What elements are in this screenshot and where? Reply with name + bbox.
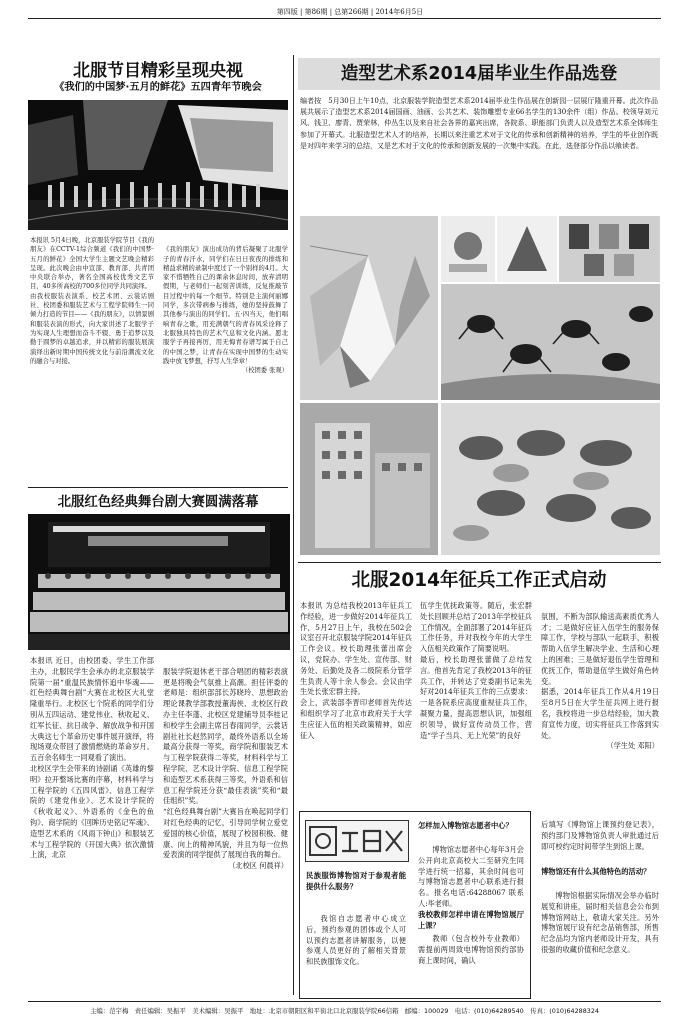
art-ant-sculpture-photo: [441, 284, 660, 400]
museum-q4: 博物馆还有什么其他特色的活动？: [541, 867, 651, 876]
art-canvas-photo-2: [497, 216, 557, 282]
art-canvas-photo-3: [559, 216, 660, 282]
footer-info: 主编：范宇梅 责任编辑：吴振平 美术编辑：吴振平 地址：北京市朝阳区和平街北口北京服装学院66信箱 邮编：100029 电话：(010)64289540 传真：(010)64288324: [90, 1007, 599, 1015]
cctv-col2: [163, 236, 288, 385]
cctv-title: 北服节目精彩呈现央视: [73, 61, 243, 81]
cctv-credit: （校团委 张观）: [241, 367, 288, 375]
cctv-col2-text: 《我的朋友》演出成功的背后凝聚了北服学子的青春汗水，同学们在日日夜夜的排练和精益求精的录制中度过了一个别样的4月。大家不惜牺牲自己的课余休息时间，放弃清明假期，与老师们一起刻苦训练，反复推敲节目过程中的每一个细节。特别是主演何丽娜同学，多次带病参与排练，她的坚持鼓舞了其他参与演出的同学们。五·四当天，他们唱响青春之歌，用充满朝气的青春风采诠释了北服独具特色的艺术气息和文化内涵。愿北服学子再接再厉，用无悔青春谱写属于自己的中国之梦，让青春在实现中国梦的生动实践中放飞梦想，抒写人生华章！: [163, 246, 288, 365]
red-col1: 本报讯 近日，由校团委、学生工作部主办，北服民学生会承办的北京服装学院第一届“重温民族情怀追中华魂——红色经典舞台剧”大赛在北校区大礼堂隆重举行。北校区七个院系的同学们分别从五四运动、建党伟业、秋收起义、红军长征、抗日战争、解放战争和开国大典这七个革命历史事件展开演绎，将现场观众带回了激情燃烧的革命岁月。五百余名师生一同观看了演出。 北校区学生会带来的诗剧诵《英雄的黎明》拉开整场比赛的序幕，材料科学与工程学院的《五四风雷》、信息工程学院的《建党伟业》、艺术设计学院的《秋收起义》、外语系的《金色的鱼钩》、商学院的《回眸历史铭记军魂》、造型艺术系的《风雨下钟山》和服装艺术与工程学院的《开国大典》依次激情上演，北京: [30, 656, 154, 860]
museum-q2: 怎样加入博物馆志愿者中心？: [418, 821, 513, 830]
header-bar: [40, 6, 660, 18]
museum-q1: 民族服饰博物馆对于参观者能提供什么服务？: [306, 871, 406, 891]
art-shoes-sculpture-photo: [441, 403, 660, 555]
army-credit: （学生处 邓阳）: [606, 741, 659, 751]
cctv-divider: [28, 487, 288, 488]
issue-line: 第四版 | 第86期 | 总第266期 | 2014年6月5日: [276, 8, 424, 16]
art-army-divider: [298, 562, 661, 563]
museum-a3-cont: 后填写《博物馆上课预约登记表》，预约部门及博物馆负责人审批通过后即可校约定时间带学生到馆上课。: [541, 820, 659, 851]
army-col3-text: 氛围，不断为部队输送高素质优秀人才；二是做好应征入伍学生的服务保障工作，学校与部队一起联手，积极帮助入伍学生解决学业、生活和心理上的困难；三是做好退伍学生管理和优抚工作，帮助退伍学生做好角色转变。 据悉，2014年征兵工作从4月19日至8月5日在大学生征兵网上进行报名，我校将进一步总结经验，加大教育宣传力度，切实将征兵工作落到实处。: [541, 611, 659, 740]
red-title: 北服红色经典舞台剧大赛圆满落幕: [57, 495, 259, 510]
museum-a3: 教师（包含校外专业教师）需提前两周致电博物馆预约部协商上课时间，确认: [418, 934, 524, 965]
column-divider: [293, 55, 294, 995]
cctv-stage-photo: [28, 100, 288, 230]
red-group-photo: [28, 514, 290, 650]
art-canvas-photo-1: [441, 216, 495, 282]
art-origami-crane-photo: [300, 216, 438, 400]
art-title: 造型艺术系2014届毕业生作品选登: [340, 64, 618, 84]
red-col2-text: 服装学院退休老干部合唱团的精彩表演更是将晚会气氛推上高潮。担任评委的老师是：组织部部长苏晓玲、思想政治理论课教学部教授董海侠、北校区行政办主任李蓬、北校区党建辅导员李桂记和校学生会副主席吕春雨同学，云裳话剧社社长赵然同学，最终外语系以全场最高分获得一等奖，商学院和服装艺术与工程学院获得二等奖，材料科学与工程学院、艺术设计学院、信息工程学院和造型艺术系获得三等奖，外语系和信息工程学院还分获“最佳表演”奖和“最佳组织”奖。 “红色经典舞台剧”大赛旨在唤起同学们对红色经典的记忆，引导同学树立爱党爱国的核心价值，展现了校园积极、健康、向上的精神风貌，并且为每一位热爱表演的同学提供了展现自我的舞台。: [163, 666, 288, 860]
museum-logo: [305, 820, 409, 862]
cctv-subtitle: 《我们的中国梦·五月的鲜花》五四青年节晚会: [54, 82, 262, 93]
art-body: 编者按 5月30日上午10点，北京服装学院造型艺术系2014届毕业生作品展在创新园一层展厅隆重开幕。此次作品展共展示了造型艺术系2014届国画、油画、公共艺术、装饰雕塑专业66名学生的130余件（组）作品。校领导刘元风、钱卫、廖青、贾荣林，仲丛生以及来自社会各界的嘉宾出席，各院系、职能部门负责人以及造型艺术系全体师生参加了开幕式。北服造型艺术人才的培养，长期以来注重艺术对于文化的传承和创新精神的培养，学生的毕业创作既是对四年来学习的总结，又是艺术对于文化的传承和创新发展的一次集中实践。在此，选登部分作品以飨读者。: [300, 97, 658, 150]
footer-rule: [28, 1001, 661, 1002]
museum-a2: 博物馆志愿者中心每年3月会公开向北京高校大二至研究生同学进行统一招募，其余时间也可与博物馆志愿者中心联系进行报名。报名电话:64288067 联系人:毕老师。: [418, 845, 524, 908]
army-col2: 伍学生优抚政策等。随后，张宏群处长回顾并总结了2013年学校征兵工作情况，全面部署了2014年征兵工作任务，并对我校今年的大学生入伍相关政策作了简要说明。 最后，校长助理张蕾做了总结发言。他首先肯定了我校2013年的征兵工作，并转达了党委副书记朱先好对2014年征兵工作的三点要求：一是各院系应高度重视征兵工作，凝聚力量，提高思想认识，加强组织领导，做好宣传动员工作，营造“学子当兵、无上光荣”的良好: [420, 601, 532, 740]
army-col1: 本报讯 为总结我校2013年征兵工作经验，进一步做好2014年征兵工作，5月27日上午，我校在502会议室召开北京服装学院2014年征兵工作会议。校长助理张蕾出席会议，党院办、学生处、宣传部、财务处、后勤处及各二级院系分管学生负责人等十余人参会。会议由学生处长张宏群主持。 会上，武装部李晋印老师首先传达和组织学习了北京市政府关于大学生应征入伍的相关政策精神，如应征入: [300, 601, 412, 740]
red-col2: [163, 656, 288, 883]
army-title: 北服2014年征兵工作正式启动: [351, 570, 607, 591]
museum-a1: 我馆自志愿者中心成立后，预约参观的团体或个人可以预约志愿者讲解服务，以便参观人员更好的了解相关背景和民族服饰文化。: [306, 914, 406, 967]
header-rule: [28, 18, 661, 19]
museum-logo-graphic: [306, 821, 408, 861]
museum-a4: 博物馆根据实际情况会举办临时展览和讲座，届时相关信息会公布到博物馆网站上，敬请大家关注。另外博物馆展厅设有纪念品销售部，所售纪念品均为馆内老师设计开发，具有很强的收藏价值和纪念意义。: [541, 891, 659, 954]
art-building-photo: [300, 403, 438, 555]
army-col3: [541, 601, 659, 763]
cctv-col1: 本报讯 5月4日晚，北京服装学院节目《我的朋友》在CCTV-1综合频道《我们的中国梦·五月的鲜花》全国大学生主题文艺晚会精彩呈现。此次晚会由中宣部、教育部、共青团中央联合举办，著名全国高校优秀文艺节目，40多所高校的700多位同学共同演绎。 由我校服装表演系、校艺术团、云裳话剧社、校团委和服装艺术与工程学院师生一同倾力打造的节目——《我的朋友》，以情景剧和服装表演的形式，向大家讲述了北服学子为实现人生理想而奋斗不辍、勇于追梦以及勤于圆梦的卓越追求，并以精彩的服装展演演绎出新时期中国传统文化与前沿潮流文化的融合与对接。: [30, 237, 154, 365]
museum-q3: 我校教师怎样申请在博物馆展厅上课？: [418, 910, 524, 930]
red-credit: （北校区 何晨祥）: [228, 861, 288, 871]
art-title-banner: [298, 58, 660, 90]
